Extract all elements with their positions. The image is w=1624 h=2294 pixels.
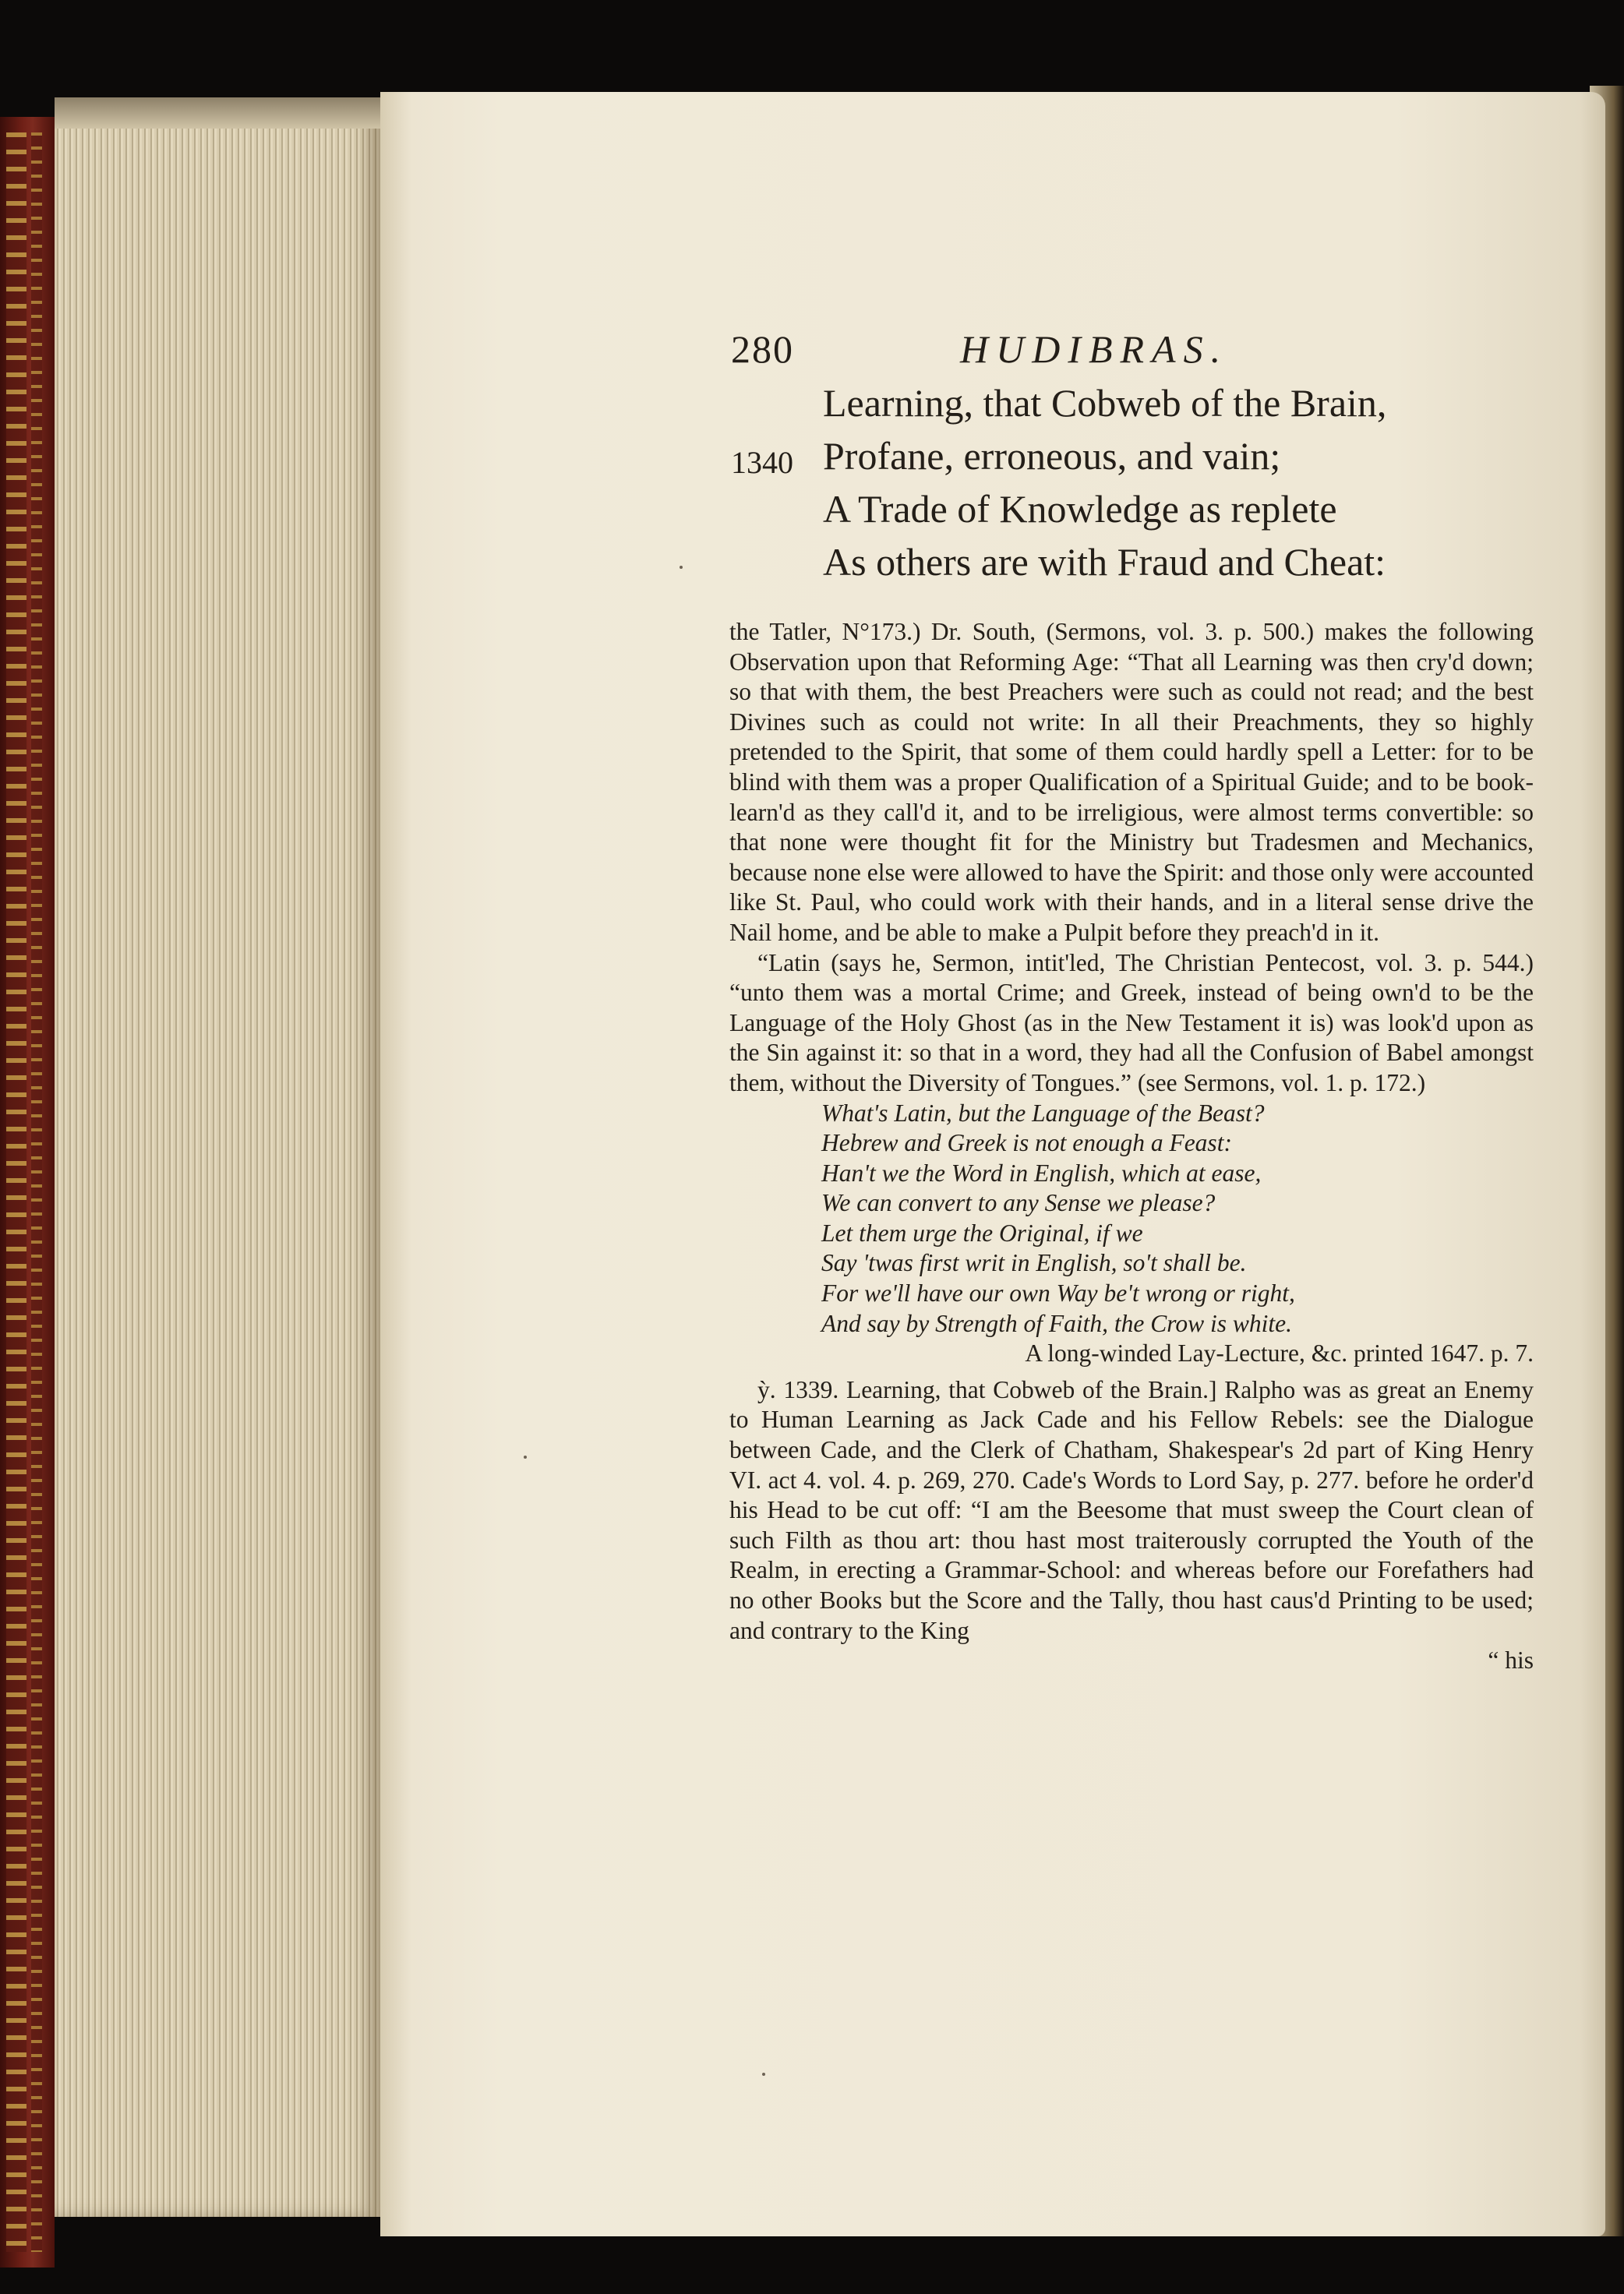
poem-attribution: A long-winded Lay-Lecture, &c. printed 1647. p. 7. — [1025, 1339, 1534, 1368]
commentary-notes — [729, 617, 1534, 1676]
paper-speck — [680, 566, 683, 569]
verse-text: As others are with Fraud and Cheat: — [823, 540, 1386, 584]
note-paragraph: the Tatler, N°173.) Dr. South, (Sermons, vol. 3. p. 500.) makes the following Observation upon that Reforming Age: “That all Learning was then cry'd down; so that with them, the best Preachers were such as could not read; and the best Divines such as could not write: In all their Preachments, they so highly pretended to the Spirit, that some of them could hardly spell a Letter: for to be blind with them was a proper Qualification of a Spiritual Guide; and to be book-learn'd as they call'd it, and to be irreligious, were almost terms convertible: so that none were thought fit for the Ministry but Tradesmen and Mechanics, because none else were allowed to have the Spirit: and those only were accounted like St. Paul, who could work with their hands, and in a literal sense drive the Nail home, and be able to make a Pulpit before they preach'd in it. — [729, 618, 1534, 946]
running-title: HUDIBRAS. — [960, 327, 1229, 371]
poem-line: Han't we the Word in English, which at ease, — [821, 1159, 1262, 1187]
poem-line: Let them urge the Original, if we — [821, 1219, 1143, 1247]
poem-line: And say by Strength of Faith, the Crow is white. — [821, 1309, 1293, 1337]
verse-text: Learning, that Cobweb of the Brain, — [823, 381, 1387, 425]
page-number: 280 — [731, 327, 794, 371]
verse-line — [823, 377, 1386, 429]
verse-text: A Trade of Knowledge as replete — [823, 487, 1337, 531]
paper-speck — [524, 1456, 527, 1459]
paper-speck — [762, 2073, 765, 2076]
poem-line: What's Latin, but the Language of the Beast? — [821, 1099, 1265, 1127]
poem-line: Say 'twas first writ in English, so't shall be. — [821, 1249, 1247, 1277]
quoted-poem — [729, 1099, 1534, 1339]
verse-line — [823, 483, 1337, 535]
verse-text: Profane, erroneous, and vain; — [823, 434, 1281, 478]
poem-line: We can convert to any Sense we please? — [821, 1189, 1216, 1217]
page-edges — [55, 97, 382, 2217]
gilt-tooling-inner — [31, 132, 42, 2252]
note-paragraph: “Latin (says he, Sermon, intit'led, The Christian Pentecost, vol. 3. p. 544.) “unto them was a mortal Crime; and Greek, instead of being own'd to be the Language of the Holy Ghost (as in the New Testament it is) was look'd upon as the Sin against it: so that in a word, they had all the Confusion of Babel amongst them, without the Diversity of Tongues.” (see Sermons, vol. 1. p. 172.) — [729, 948, 1534, 1096]
poem-line: Hebrew and Greek is not enough a Feast: — [821, 1129, 1232, 1157]
verse-line-number: 1340 — [731, 445, 793, 480]
verse-line — [823, 536, 1386, 588]
note-paragraph: ỳ. 1339. Learning, that Cobweb of the Brain.] Ralpho was as great an Enemy to Human Learning as Jack Cade and his Fellow Rebels: see the Dialogue between Cade, and the Clerk of Chatham, Shakespear's 2d part of King Henry VI. act 4. vol. 4. p. 269, 270. Cade's Words to Lord Say, p. 277. before he order'd his Head to be cut off: “I am the Beesome that must sweep the Court clean of such Filth as thou art: thou hast most traiterously corrupted the Youth of the Realm, in erecting a Grammar-School: and whereas before our Forefathers had no other Books but the Score and the Tally, thou hast caus'd Printing to be used; and contrary to the King — [729, 1375, 1534, 1644]
poem-line: For we'll have our own Way be't wrong or right, — [821, 1279, 1295, 1308]
catchword: “ his — [1488, 1646, 1534, 1675]
gilt-tooling — [6, 132, 26, 2252]
verse-line — [823, 430, 1280, 482]
